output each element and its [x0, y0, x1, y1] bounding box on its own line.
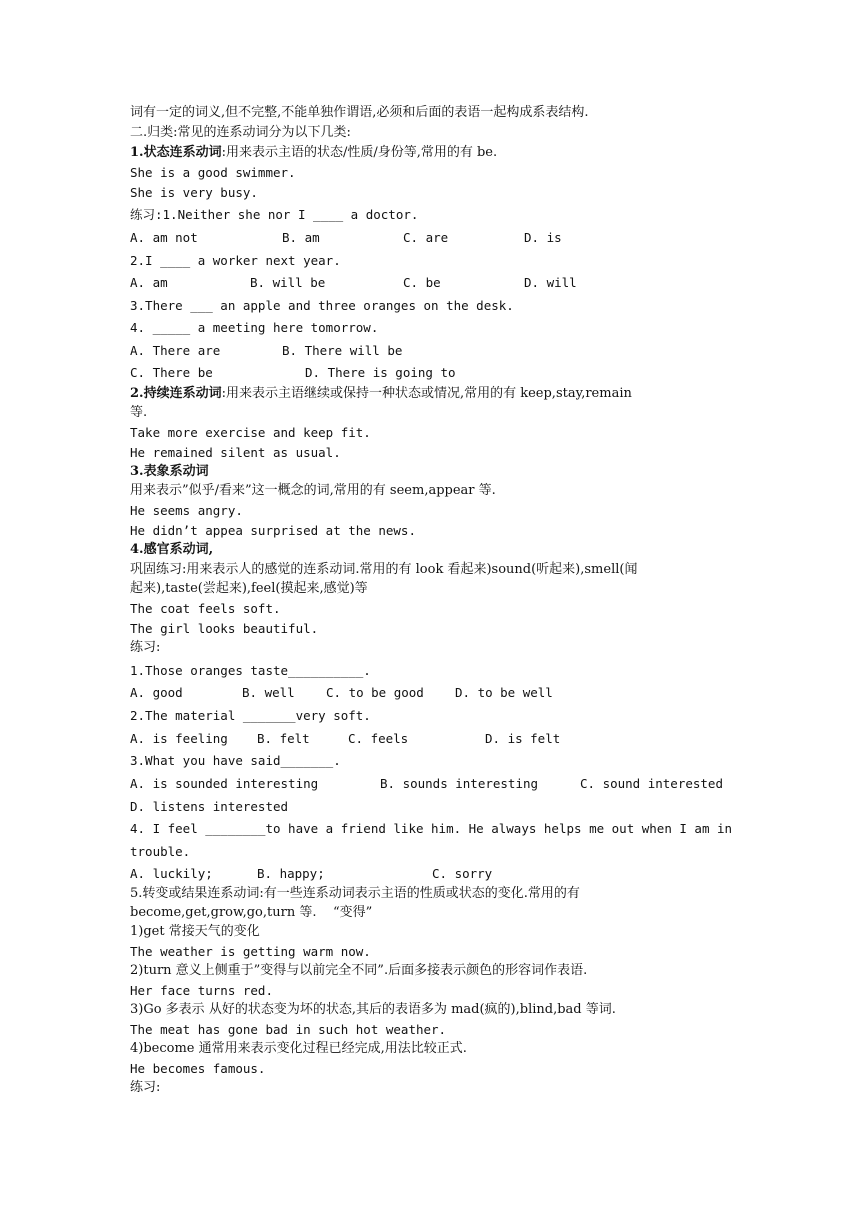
option: B. am [282, 230, 320, 245]
example-sentence: Take more exercise and keep fit. [130, 425, 371, 440]
option: C. be [403, 275, 441, 290]
option: D. will [524, 275, 577, 290]
subheading: 2.持续连系动词 [130, 386, 222, 401]
example-sentence: He seems angry. [130, 503, 243, 518]
exercise-question: 4. _____ a meeting here tomorrow. [130, 320, 379, 335]
example-sentence: He remained silent as usual. [130, 445, 341, 460]
option: D. is felt [485, 731, 561, 746]
answer-options [130, 342, 734, 359]
text-line: 4)become 通常用来表示变化过程已经完成,用法比较正式. [130, 1041, 467, 1056]
example-sentence: She is very busy. [130, 185, 258, 200]
option: A. good [130, 685, 183, 700]
answer-options [130, 730, 734, 747]
text-line: 用来表示”似乎/看来”这一概念的词,常用的有 seem,appear 等. [130, 483, 496, 498]
answer-options [130, 865, 734, 882]
option: C. There be [130, 365, 213, 380]
exercise-question: 2.I ____ a worker next year. [130, 253, 341, 268]
subheading: 4.感官系动词, [130, 542, 214, 557]
option: A. am [130, 275, 168, 290]
text-line: 起来),taste(尝起来),feel(摸起来,感觉)等 [130, 581, 368, 596]
example-sentence: Her face turns red. [130, 983, 273, 998]
option: A. is feeling [130, 731, 228, 746]
option: A. am not [130, 230, 198, 245]
example-sentence: The weather is getting warm now. [130, 944, 371, 959]
option: C. sound interested [580, 776, 723, 791]
option: B. sounds interesting [380, 776, 539, 791]
text-line: 练习: [130, 640, 161, 655]
option: C. sorry [432, 866, 493, 881]
text-line: 巩固练习:用来表示人的感觉的连系动词.常用的有 look 看起来)sound(听起来),smell(闻 [130, 562, 638, 577]
option: B. felt [257, 731, 310, 746]
text-line [130, 144, 497, 161]
option: B. happy; [257, 866, 325, 881]
option: C. to be good [326, 685, 424, 700]
text-line: 3)Go 多表示 从好的状态变为坏的状态,其后的表语多为 mad(疯的),blind,bad 等词. [130, 1002, 616, 1017]
exercise-question: 1.Those oranges taste__________. [130, 663, 371, 678]
text-line [130, 385, 632, 402]
option: D. is [524, 230, 562, 245]
option: A. There are [130, 343, 221, 358]
option: C. are [403, 230, 449, 245]
answer-options [130, 364, 734, 381]
option: B. will be [250, 275, 326, 290]
section-heading: 二.归类:常见的连系动词分为以下几类: [130, 125, 351, 140]
subheading: 1.状态连系动词 [130, 145, 222, 160]
text-line: 2)turn 意义上侧重于”变得与以前完全不同”.后面多接表示颜色的形容词作表语. [130, 963, 588, 978]
example-sentence: The coat feels soft. [130, 601, 281, 616]
text-span: :用来表示主语继续或保持一种状态或情况,常用的有 keep,stay,remain [221, 386, 632, 401]
exercise-question: trouble. [130, 844, 191, 859]
answer-options [130, 684, 734, 701]
example-sentence: He didn’t appea surprised at the news. [130, 523, 416, 538]
option: A. luckily; [130, 866, 213, 881]
subheading: 3.表象系动词 [130, 464, 209, 479]
option: D. to be well [455, 685, 553, 700]
example-sentence: The meat has gone bad in such hot weather. [130, 1022, 447, 1037]
exercise-question: 3.There ___ an apple and three oranges on the desk. [130, 298, 514, 313]
answer-options [130, 775, 734, 792]
text-span: :用来表示主语的状态/性质/身份等,常用的有 be. [221, 145, 498, 160]
text-line: become,get,grow,go,turn 等. “变得” [130, 905, 373, 920]
answer-options [130, 229, 734, 246]
example-sentence: She is a good swimmer. [130, 165, 296, 180]
answer-options [130, 274, 734, 291]
text-line: 练习: [130, 1080, 161, 1095]
answer-option-line: D. listens interested [130, 799, 289, 814]
exercise-question: 4. I feel ________to have a friend like him. He always helps me out when I am in [130, 821, 733, 836]
example-sentence: He becomes famous. [130, 1061, 266, 1076]
option: B. There will be [282, 343, 403, 358]
example-sentence: The girl looks beautiful. [130, 621, 319, 636]
exercise-question: 练习:1.Neither she nor I ____ a doctor. [130, 207, 419, 222]
exercise-question: 2.The material _______very soft. [130, 708, 371, 723]
text-line: 5.转变或结果连系动词:有一些连系动词表示主语的性质或状态的变化.常用的有 [130, 886, 580, 901]
text-line: 等. [130, 405, 148, 420]
exercise-question: 3.What you have said_______. [130, 753, 341, 768]
text-line: 词有一定的词义,但不完整,不能单独作谓语,必须和后面的表语一起构成系表结构. [130, 105, 589, 120]
option: A. is sounded interesting [130, 776, 319, 791]
text-line: 1)get 常接天气的变化 [130, 924, 260, 939]
option: B. well [242, 685, 295, 700]
option: C. feels [348, 731, 409, 746]
option: D. There is going to [305, 365, 456, 380]
